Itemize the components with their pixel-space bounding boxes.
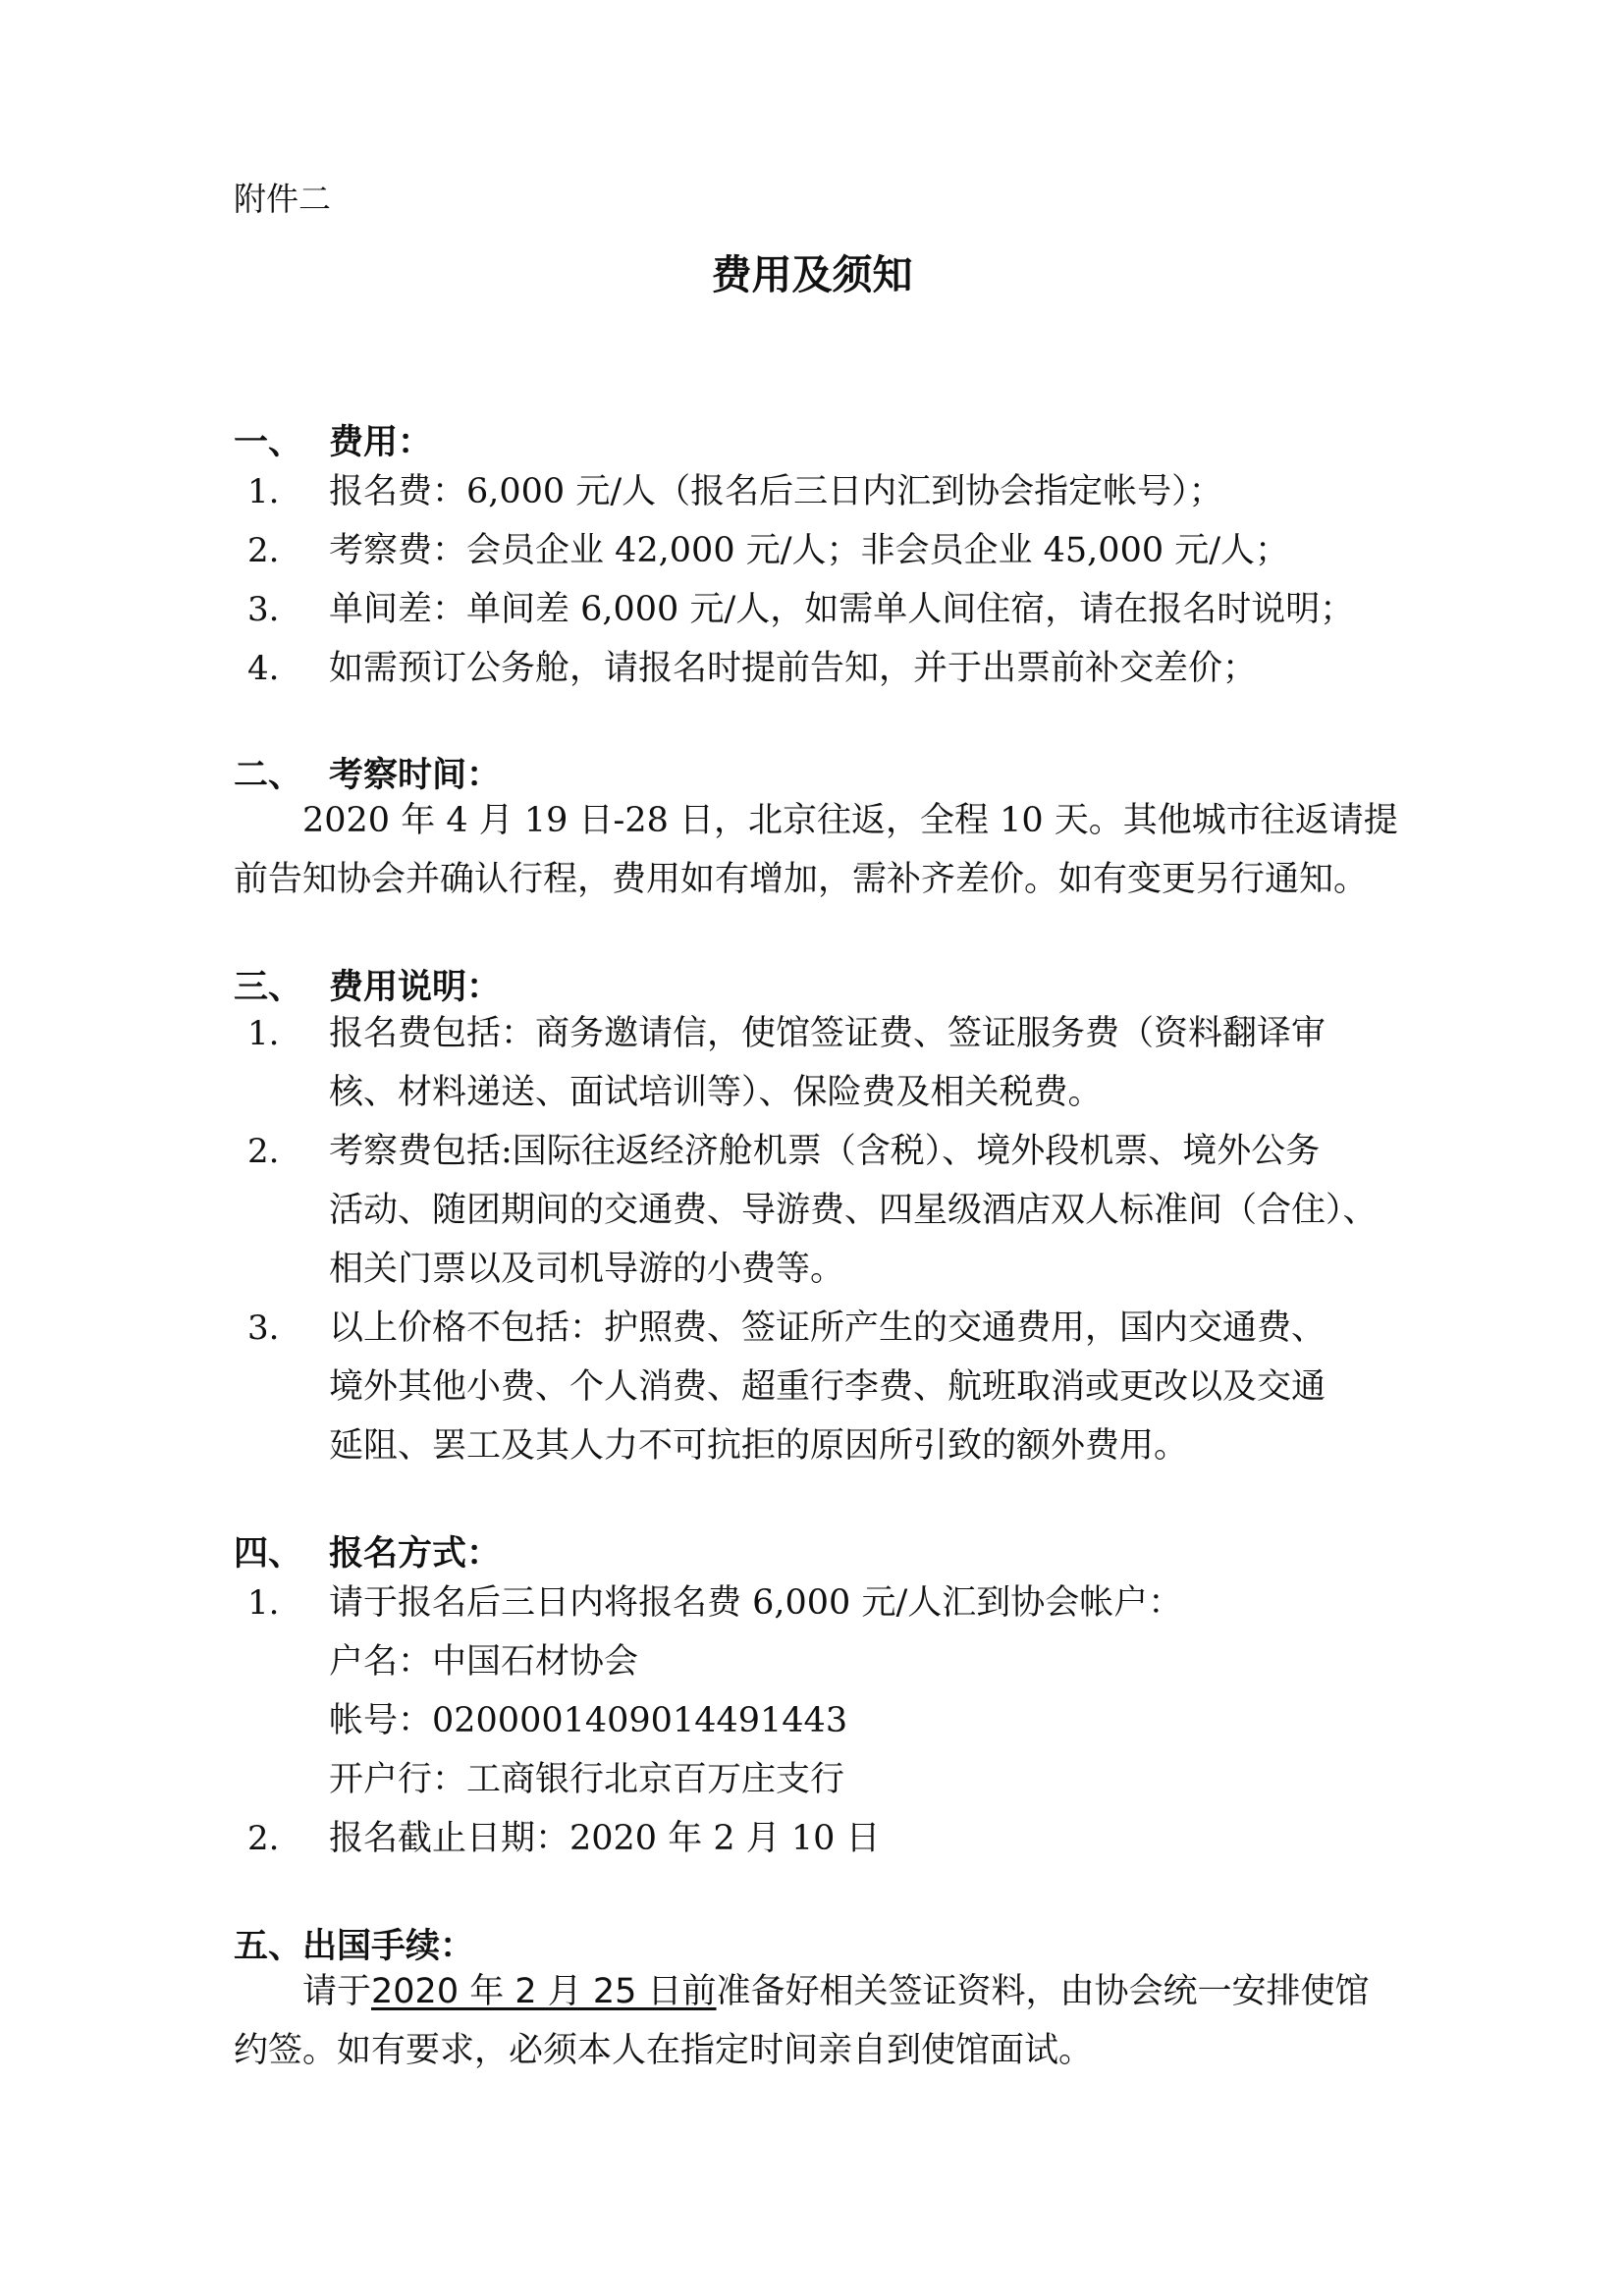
bank-name: 开户行：工商银行北京百万庄支行 [329,1760,845,1799]
signup-item-1-number: 1. [247,1583,280,1623]
section-2-title: 考察时间： [329,756,502,795]
time-paragraph-line-1: 2020 年 4 月 19 日-28 日，北京往返，全程 10 天。其他城市往返请提 [302,801,1398,840]
procedures-paragraph-line-1 [302,1969,1370,2014]
signup-item-2: 报名截止日期：2020 年 2 月 10 日 [329,1819,881,1858]
visa-deadline: 2020 年 2 月 25 日前 [371,1972,717,2011]
fees-item-2: 考察费：会员企业 42,000 元/人；非会员企业 45,000 元/人； [329,531,1290,570]
signup-item-2-number: 2. [247,1819,280,1858]
fees-item-1-number: 1. [247,472,280,511]
explain-item-2-line-3: 相关门票以及司机导游的小费等。 [329,1250,845,1289]
time-paragraph-line-2: 前告知协会并确认行程，费用如有增加，需补齐差价。如有变更另行通知。 [234,860,1369,899]
explain-item-2-number: 2. [247,1132,280,1171]
fees-item-4-number: 4. [247,649,280,688]
explain-item-3-line-2: 境外其他小费、个人消费、超重行李费、航班取消或更改以及交通 [329,1367,1326,1407]
account-name: 户名：中国石材协会 [329,1642,639,1682]
procedures-line-1-prefix: 请于 [302,1972,372,2011]
explain-item-1-number: 1. [247,1014,280,1053]
section-3-number: 三、 [234,968,303,1007]
explain-item-3-number: 3. [247,1308,280,1348]
fees-item-4: 如需预订公务舱，请报名时提前告知，并于出票前补交差价； [329,649,1258,688]
explain-item-1-line-2: 核、材料递送、面试培训等）、保险费及相关税费。 [329,1073,1103,1112]
section-4-number: 四、 [234,1534,303,1574]
explain-item-2-line-1: 考察费包括:国际往返经济舱机票（含税）、境外段机票、境外公务 [329,1132,1321,1171]
section-1-number: 一、 [234,423,303,462]
account-number: 帐号：0200001409014491443 [329,1701,848,1740]
procedures-line-1-suffix: 准备好相关签证资料，由协会统一安排使馆 [716,1972,1370,2011]
attachment-label: 附件二 [234,180,331,218]
section-1-title: 费用： [329,423,433,462]
section-2-number: 二、 [234,756,303,795]
fees-item-3: 单间差：单间差 6,000 元/人，如需单人间住宿，请在报名时说明； [329,590,1355,629]
fees-item-2-number: 2. [247,531,280,570]
explain-item-3-line-1: 以上价格不包括：护照费、签证所产生的交通费用，国内交通费、 [329,1308,1326,1348]
section-5-title: 五、出国手续： [234,1927,475,1966]
section-3-title: 费用说明： [329,968,502,1007]
fees-item-1: 报名费：6,000 元/人（报名后三日内汇到协会指定帐号）； [329,472,1223,511]
explain-item-3-line-3: 延阻、罢工及其人力不可抗拒的原因所引致的额外费用。 [329,1426,1189,1466]
procedures-paragraph-line-2: 约签。如有要求，必须本人在指定时间亲自到使馆面试。 [234,2031,1094,2070]
signup-item-1: 请于报名后三日内将报名费 6,000 元/人汇到协会帐户： [329,1583,1183,1623]
explain-item-1-line-1: 报名费包括：商务邀请信，使馆签证费、签证服务费（资料翻译审 [329,1014,1326,1053]
fees-item-3-number: 3. [247,590,280,629]
section-4-title: 报名方式： [329,1534,502,1574]
document-title: 费用及须知 [711,251,913,298]
explain-item-2-line-2: 活动、随团期间的交通费、导游费、四星级酒店双人标准间（合住）、 [329,1191,1378,1230]
